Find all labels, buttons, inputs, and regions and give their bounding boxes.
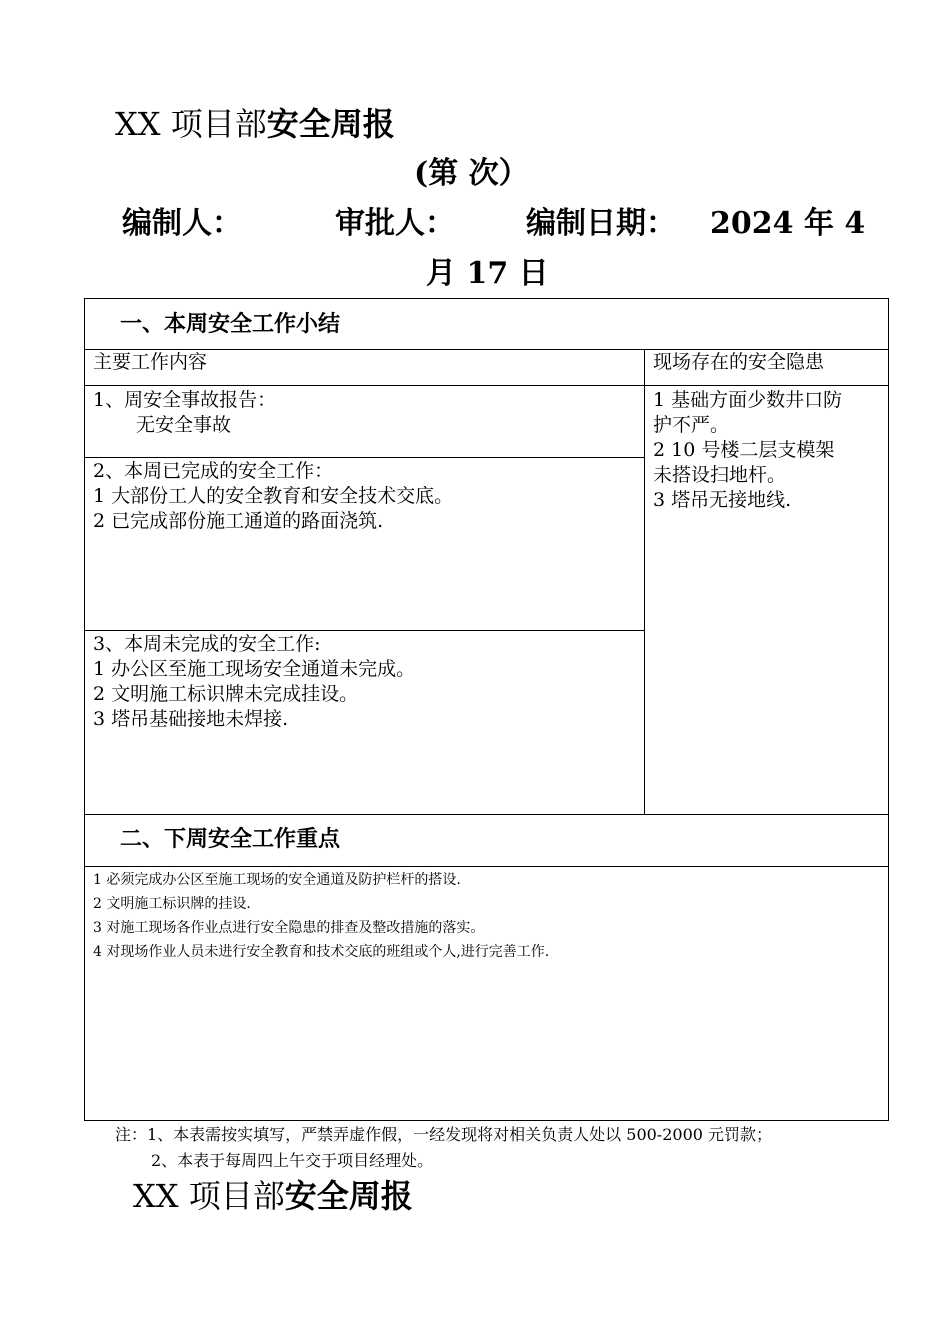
title-main: 安全周报 xyxy=(284,1177,413,1215)
pending-work-heading: 3、本周未完成的安全工作: xyxy=(93,633,321,655)
section1-title: 一、本周安全工作小结 xyxy=(120,312,341,337)
next-week-item: 1 必须完成办公区至施工现场的安全通道及防护栏杆的搭设. xyxy=(93,872,461,888)
date-value-cont: 月 17 日 xyxy=(426,256,549,291)
next-week-item: 3 对施工现场各作业点进行安全隐患的排查及整改措施的落实。 xyxy=(93,920,485,936)
hazard-line: 1 基础方面少数井口防 xyxy=(653,389,843,411)
title-prefix: XX 项目部 xyxy=(115,105,267,143)
divider xyxy=(84,866,889,867)
accident-report-body: 无安全事故 xyxy=(136,414,232,436)
next-week-item: 4 对现场作业人员未进行安全教育和技术交底的班组或个人,进行完善工作. xyxy=(93,944,550,960)
title-prefix: XX 项目部 xyxy=(133,1177,285,1215)
accident-report-heading: 1、周安全事故报告： xyxy=(93,389,277,411)
note-line: 注：1、本表需按实填写，严禁弄虚作假，一经发现将对相关负责人处以 500-2000 元罚款； xyxy=(115,1125,773,1144)
completed-work-heading: 2、本周已完成的安全工作： xyxy=(93,460,334,482)
pending-work-line: 3 塔吊基础接地未焊接. xyxy=(93,708,289,730)
divider xyxy=(84,385,889,386)
divider xyxy=(84,814,889,815)
completed-work-line: 1 大部份工人的安全教育和安全技术交底。 xyxy=(93,485,454,507)
title-main: 安全周报 xyxy=(266,105,395,143)
divider xyxy=(84,457,645,458)
hazard-line: 护不严。 xyxy=(653,414,730,436)
next-week-item: 2 文明施工标识牌的挂设. xyxy=(93,896,251,912)
compiler-label: 编制人： xyxy=(122,206,242,241)
issue-number: (第 次） xyxy=(414,156,529,191)
hazard-line: 3 塔吊无接地线. xyxy=(653,489,792,511)
next-page-title xyxy=(133,1176,413,1216)
date-label: 编制日期： xyxy=(526,206,676,241)
column-divider xyxy=(644,349,645,814)
pending-work-line: 2 文明施工标识牌未完成挂设。 xyxy=(93,683,359,705)
col-hazard-header: 现场存在的安全隐患 xyxy=(653,351,825,373)
date-value: 2024 年 4 xyxy=(710,206,866,241)
note-line: 2、本表于每周四上午交于项目经理处。 xyxy=(151,1151,434,1170)
divider xyxy=(84,630,645,631)
pending-work-line: 1 办公区至施工现场安全通道未完成。 xyxy=(93,658,416,680)
section2-title: 二、下周安全工作重点 xyxy=(120,827,341,852)
completed-work-line: 2 已完成部份施工通道的路面浇筑. xyxy=(93,510,384,532)
hazard-line: 未搭设扫地杆。 xyxy=(653,464,787,486)
col-main-header: 主要工作内容 xyxy=(93,351,208,373)
page-title xyxy=(115,104,395,144)
hazard-line: 2 10 号楼二层支模架 xyxy=(653,439,835,461)
approver-label: 审批人： xyxy=(335,206,455,241)
